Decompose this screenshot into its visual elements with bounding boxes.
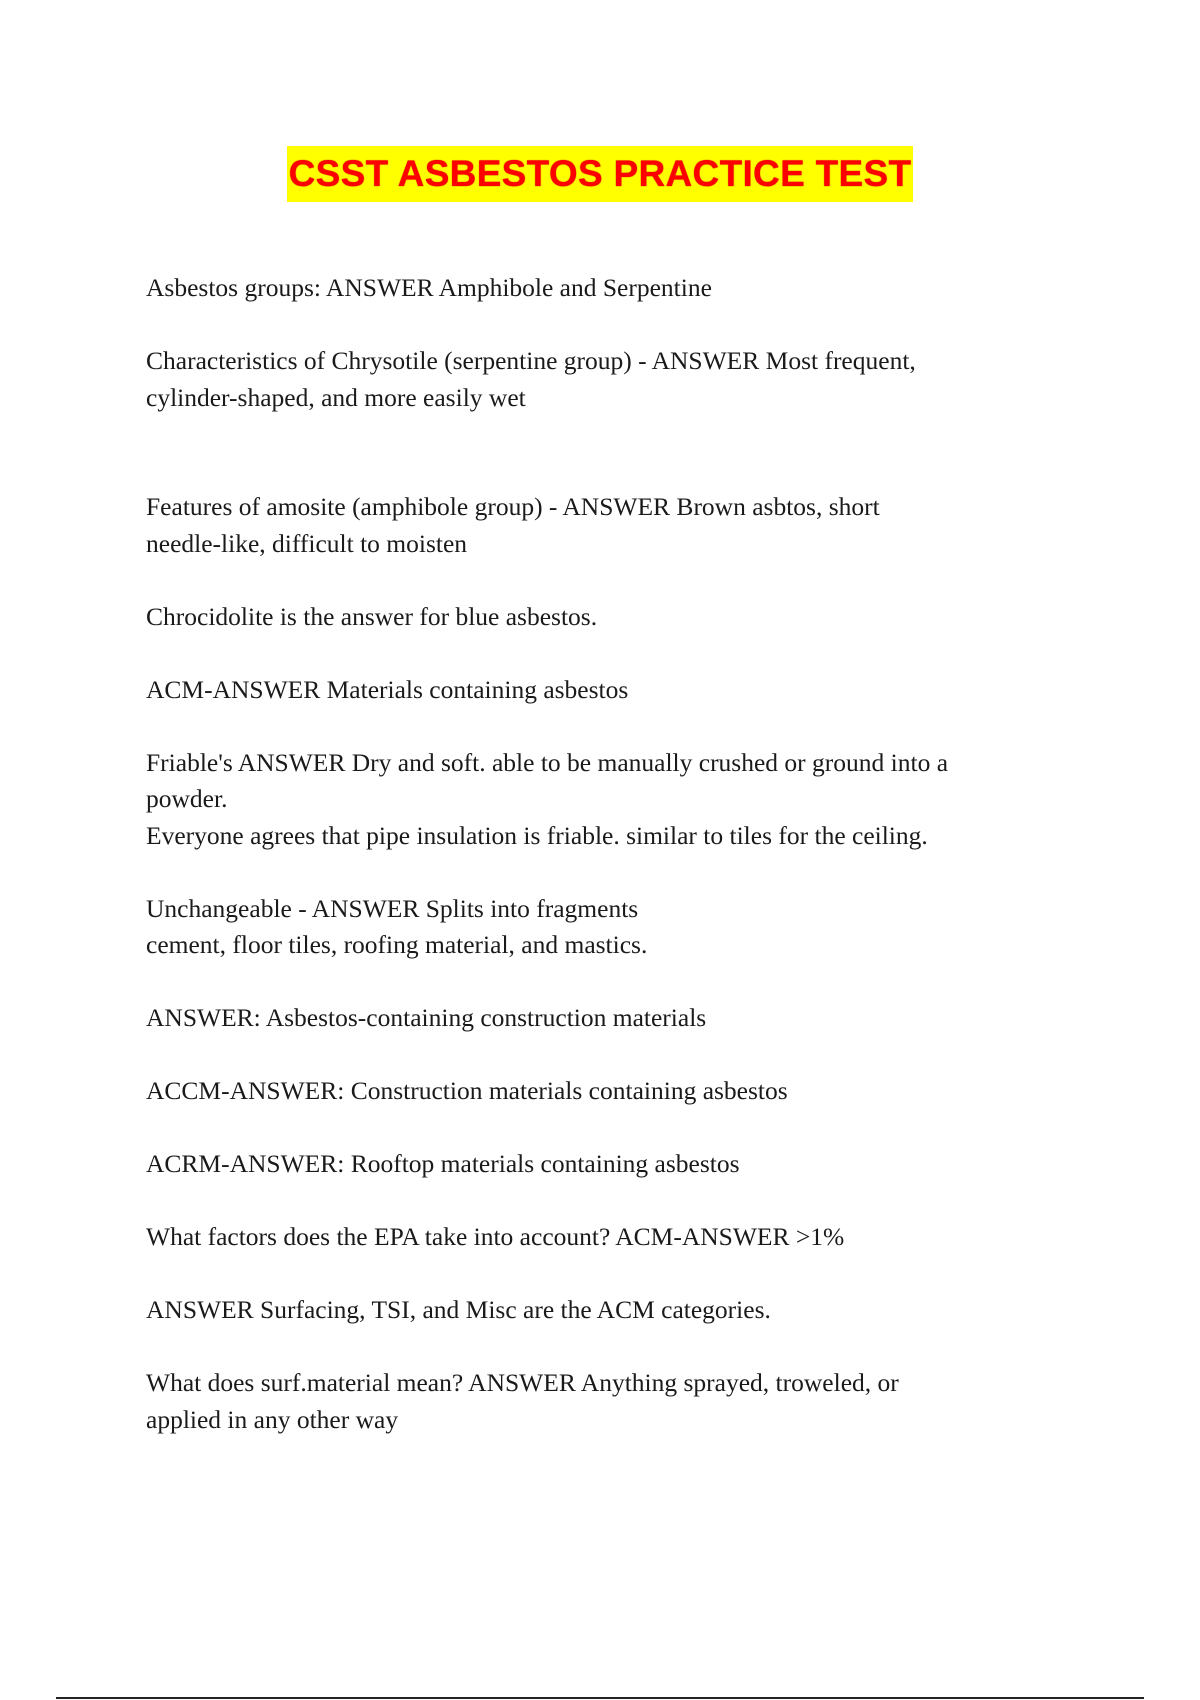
qa-entry-2 — [146, 343, 1076, 416]
qa-line: ACM-ANSWER Materials containing asbestos — [146, 674, 629, 704]
qa-line: needle-like, difficult to moisten — [146, 528, 468, 558]
qa-entry-13 — [146, 1365, 1076, 1438]
qa-line: What factors does the EPA take into account? ACM-ANSWER >1% — [146, 1222, 845, 1251]
qa-line: ANSWER Surfacing, TSI, and Misc are the ACM categories. — [146, 1295, 771, 1324]
qa-line: Features of amosite (amphibole group) - ANSWER Brown asbtos, short — [146, 492, 880, 521]
qa-entry-7 — [146, 891, 1076, 964]
qa-entry-12 — [146, 1292, 1076, 1329]
qa-entry-1 — [146, 270, 1076, 307]
qa-line: Unchangeable - ANSWER Splits into fragments — [146, 893, 639, 923]
qa-line: powder. — [146, 784, 228, 813]
qa-line: Asbestos groups: ANSWER Amphibole and Serpentine — [146, 273, 712, 302]
title-wrapper — [0, 146, 1200, 202]
qa-line: Chrocidolite is the answer for blue asbestos. — [146, 601, 598, 631]
qa-list — [146, 270, 1076, 1475]
qa-entry-10 — [146, 1146, 1076, 1183]
qa-line: ACCM-ANSWER: Construction materials containing asbestos — [146, 1076, 788, 1105]
qa-entry-6 — [146, 745, 1076, 855]
qa-line: cylinder-shaped, and more easily wet — [146, 382, 526, 412]
qa-entry-8 — [146, 1000, 1076, 1037]
qa-entry-9 — [146, 1073, 1076, 1110]
qa-line: applied in any other way — [146, 1404, 399, 1434]
qa-line: What does surf.material mean? ANSWER Anything sprayed, troweled, or — [146, 1368, 899, 1397]
qa-entry-11 — [146, 1219, 1076, 1256]
qa-line: Characteristics of Chrysotile (serpentine group) - ANSWER Most frequent, — [146, 346, 916, 375]
qa-line: ANSWER: Asbestos-containing construction materials — [146, 1003, 707, 1032]
qa-line: Friable's ANSWER Dry and soft. able to be manually crushed or ground into a — [146, 747, 949, 777]
footer-divider — [56, 1697, 1144, 1699]
qa-entry-4 — [146, 599, 1076, 636]
qa-line: cement, floor tiles, roofing material, and mastics. — [146, 930, 648, 959]
qa-entry-5 — [146, 672, 1076, 709]
qa-entry-3 — [146, 489, 1076, 562]
qa-line: Everyone agrees that pipe insulation is friable. similar to tiles for the ceiling. — [146, 820, 928, 850]
document-title: CSST ASBESTOS PRACTICE TEST — [287, 146, 914, 202]
qa-line: ACRM-ANSWER: Rooftop materials containing asbestos — [146, 1149, 740, 1178]
